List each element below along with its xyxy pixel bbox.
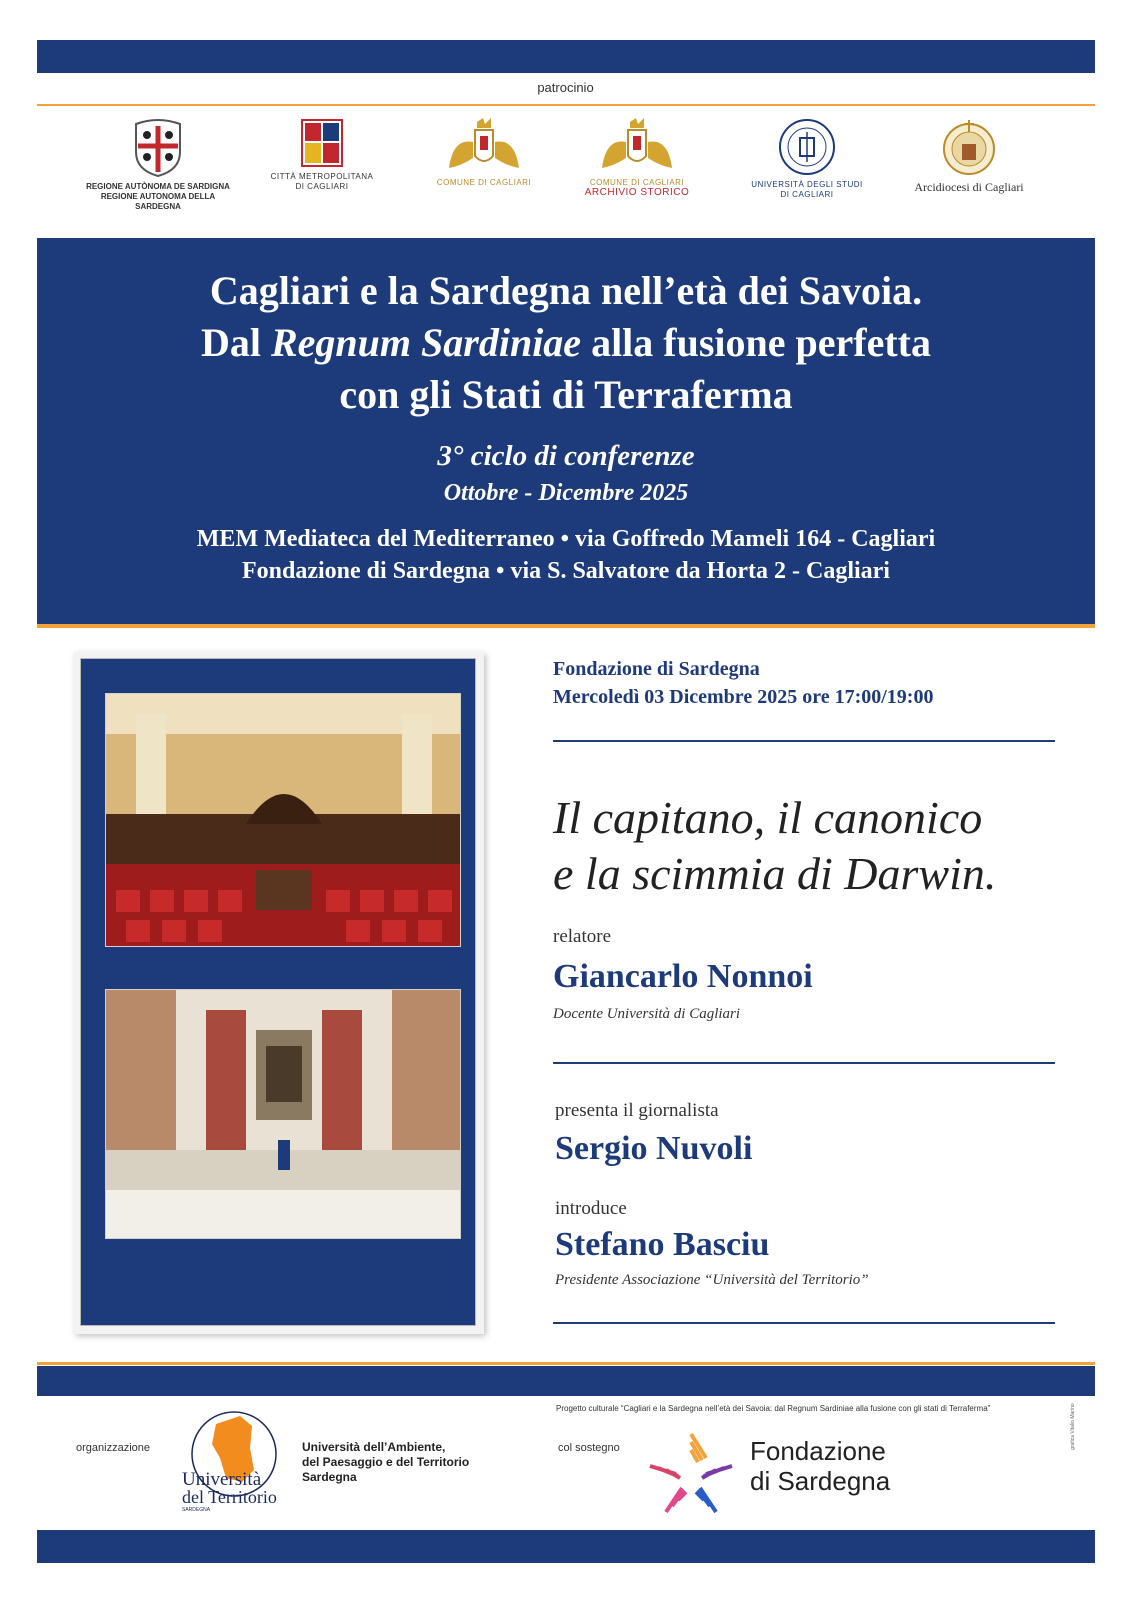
project-caption: Progetto culturale “Cagliari e la Sardegna nell’età dei Savoia: dal Regnum Sardiniae alla fusione con gli stati di Terraferma” xyxy=(556,1404,991,1413)
logo-citta-metropolitana: CITTÀ METROPOLITANA DI CAGLIARI xyxy=(262,118,382,192)
divider-1 xyxy=(553,740,1055,742)
photo-chapel xyxy=(105,989,461,1239)
banner-orange-line xyxy=(37,624,1095,628)
footer-bar-bottom xyxy=(37,1530,1095,1563)
udt-description: Università dell’Ambiente, del Paesaggio e del Territorio Sardegna xyxy=(302,1440,470,1484)
footer-bar-top xyxy=(37,1366,1095,1396)
talk-title: Il capitano, il canonico e la scimmia di Darwin. xyxy=(553,792,997,899)
archivio-crest-icon xyxy=(592,118,682,174)
udt-logo: Università del Territorio SARDEGNA xyxy=(182,1408,292,1512)
photo-frame-inner xyxy=(80,658,476,1326)
logo-regione-sardegna: REGIONE AUTÒNOMA DE SARDIGNA REGIONE AUTONOMA DELLA SARDEGNA xyxy=(78,118,238,212)
title-banner xyxy=(37,238,1095,624)
presenta-name: Sergio Nuvoli xyxy=(555,1130,753,1167)
introduce-label: introduce xyxy=(555,1198,627,1219)
title-line-1: Cagliari e la Sardegna nell’età dei Savoia. xyxy=(209,268,923,313)
period-label: Ottobre - Dicembre 2025 xyxy=(443,480,689,506)
chapel-altar-image xyxy=(106,990,461,1239)
regione-crest-icon xyxy=(130,118,186,178)
cycle-label: 3° ciclo di conferenze xyxy=(437,440,695,472)
top-bar xyxy=(37,40,1095,73)
relatore-name: Giancarlo Nonnoi xyxy=(553,958,813,995)
venue-line-1: MEM Mediateca del Mediterraneo • via Goffredo Mameli 164 - Cagliari xyxy=(196,526,936,552)
divider-3 xyxy=(553,1322,1055,1324)
title-line-3: con gli Stati di Terraferma xyxy=(339,372,793,417)
fondazione-wordmark: Fondazione di Sardegna xyxy=(750,1436,891,1496)
photo-frame xyxy=(74,652,484,1334)
relatore-role: Docente Università di Cagliari xyxy=(553,1006,741,1022)
arcidiocesi-seal-icon xyxy=(942,118,996,176)
logo-comune-cagliari: COMUNE DI CAGLIARI xyxy=(424,118,544,188)
introduce-role: Presidente Associazione “Università del Territorio” xyxy=(555,1272,869,1288)
organizzazione-label: organizzazione xyxy=(76,1442,150,1454)
event-place: Fondazione di Sardegna xyxy=(553,658,760,680)
relatore-label: relatore xyxy=(553,926,612,947)
council-hall-image xyxy=(106,694,461,947)
event-datetime: Mercoledì 03 Dicembre 2025 ore 17:00/19:00 xyxy=(553,686,934,708)
patrocinio-label: patrocinio xyxy=(537,80,594,95)
presenta-label: presenta il giornalista xyxy=(555,1100,719,1121)
introduce-name: Stefano Basciu xyxy=(555,1226,770,1263)
footer-orange-line xyxy=(37,1362,1095,1365)
citta-metropolitana-crest-icon xyxy=(300,118,344,168)
fondazione-star-icon xyxy=(644,1428,738,1522)
credit-caption: grafica Vitalio Marino xyxy=(1070,1403,1076,1450)
venue-line-2: Fondazione di Sardegna • via S. Salvatore da Horta 2 - Cagliari xyxy=(242,558,890,584)
logo-arcidiocesi: Arcidiocesi di Cagliari xyxy=(904,118,1034,195)
col-sostegno-label: col sostegno xyxy=(558,1442,620,1454)
logo-universita-cagliari: UNIVERSITÀ DEGLI STUDI DI CAGLIARI xyxy=(742,118,872,200)
logo-archivio-storico: COMUNE DI CAGLIARI ARCHIVIO STORICO xyxy=(577,118,697,198)
title-line-2: Dal Regnum Sardiniae alla fusione perfetta xyxy=(200,320,932,365)
divider-2 xyxy=(553,1062,1055,1064)
patrocinio-divider xyxy=(37,104,1095,106)
comune-crest-icon xyxy=(439,118,529,174)
universita-seal-icon xyxy=(778,118,836,176)
photo-hall xyxy=(105,693,461,947)
